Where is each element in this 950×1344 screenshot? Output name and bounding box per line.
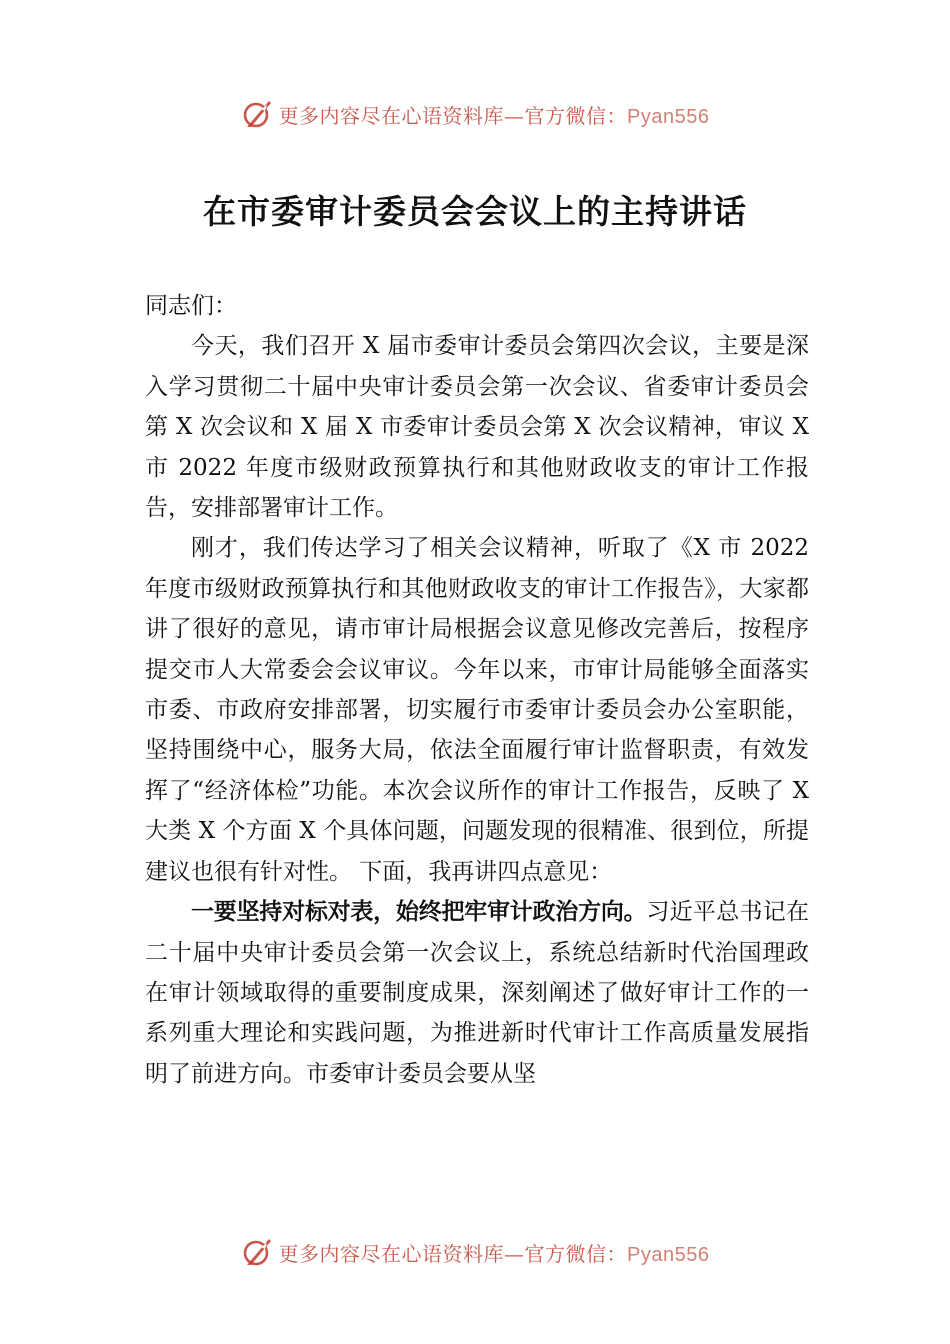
paragraph-3 (145, 892, 809, 1094)
watermark-header (0, 92, 950, 136)
quill-logo-icon (241, 97, 275, 131)
watermark-text: 更多内容尽在心语资料库—官方微信：Pyan556 (278, 103, 710, 128)
watermark-text: 更多内容尽在心语资料库—官方微信：Pyan556 (278, 1241, 710, 1266)
watermark-wechat-id: Pyan556 (627, 105, 710, 128)
paragraph-3-lead: 一要坚持对标对表，始终把牢审计政治方向。 (191, 899, 647, 926)
paragraph-3-body: 习近平总书记在二十届中央审计委员会第一次会议上，系统总结新时代治国理政在审计领域取得的重要制度成果，深刻阐述了做好审计工作的一系列重大理论和实践问题，为推进新时代审计工作高质量发展指明了前进方向。市委审计委员会要从坚 (145, 899, 810, 1087)
paragraph-2: 刚才，我们传达学习了相关会议精神，听取了《X 市 2022 年度市级财政预算执行和其他财政收支的审计工作报告》，大家都讲了很好的意见，请市审计局根据会议意见修改完善后，按程序提交市人大常委会会议审议。今年以来，市审计局能够全面落实市委、市政府安排部署，切实履行市委审计委员会办公室职能，坚持围绕中心，服务大局，依法全面履行审计监督职责，有效发挥了“经济体检”功能。本次会议所作的审计工作报告，反映了 X 大类 X 个方面 X 个具体问题，问题发现的很精准、很到位，所提建议也很有针对性。 下面，我再讲四点意见： (145, 535, 809, 885)
document-body (145, 286, 809, 1094)
watermark-wechat-id: Pyan556 (627, 1243, 710, 1266)
watermark-footer (0, 1230, 950, 1274)
salutation: 同志们： (145, 293, 237, 319)
document-title: 在市委审计委员会会议上的主持讲话 (203, 192, 747, 231)
quill-logo-icon (241, 1235, 275, 1269)
paragraph-1: 今天，我们召开 X 届市委审计委员会第四次会议，主要是深入学习贯彻二十届中央审计委员会第一次会议、省委审计委员会第 X 次会议和 X 届 X 市委审计委员会第 X 次会议精神，审议 X 市 2022 年度市级财政预算执行和其他财政收支的审计工作报告，安排部署审计工作。 (145, 333, 809, 522)
